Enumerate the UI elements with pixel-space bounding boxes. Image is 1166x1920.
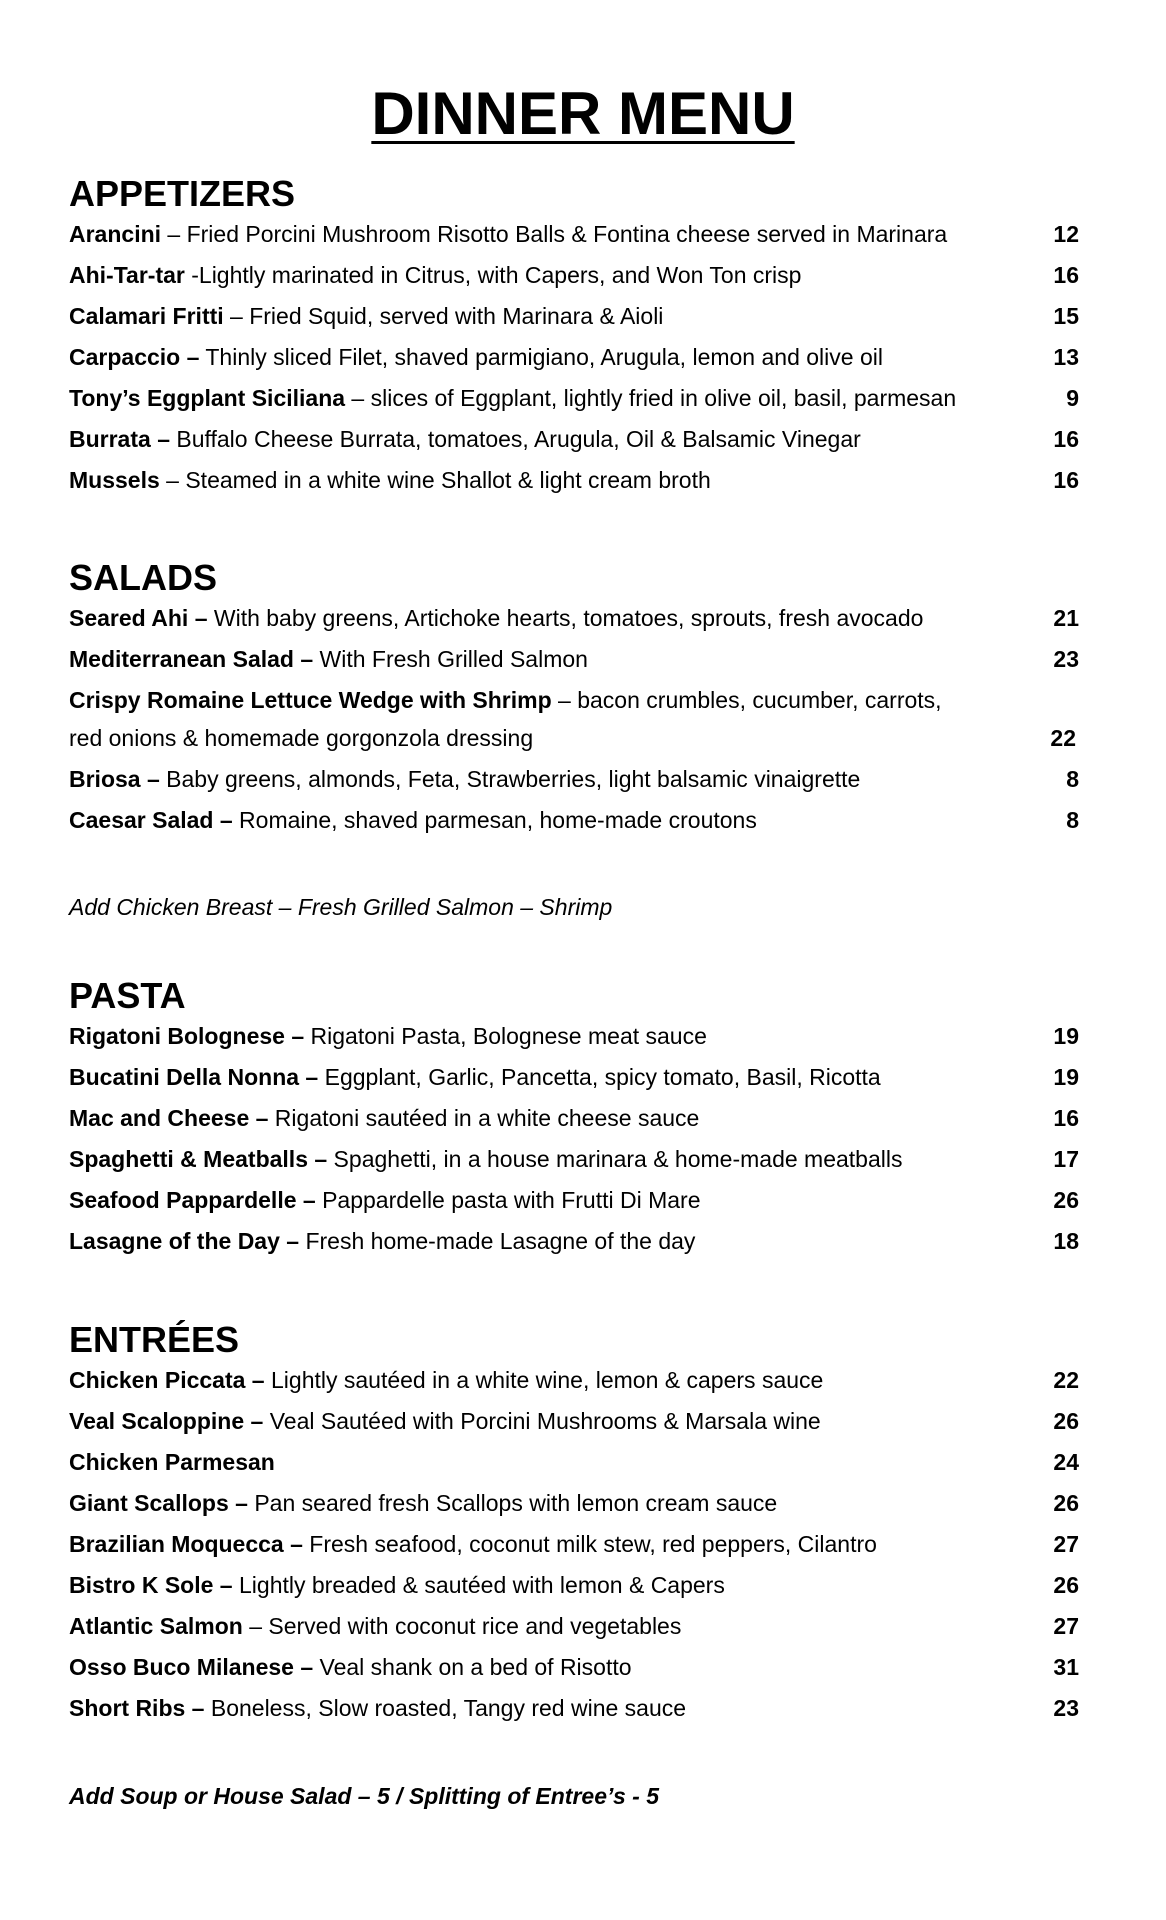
item-description: red onions & homemade gorgonzola dressing [69, 725, 534, 751]
appetizers-section [69, 172, 1079, 507]
item-name: Brazilian Moquecca – [69, 1531, 303, 1557]
menu-item [69, 384, 1079, 425]
item-price: 22 [1050, 725, 1076, 751]
item-name: Lasagne of the Day – [69, 1228, 300, 1254]
page-title: DINNER MENU [371, 80, 795, 147]
section-heading-salads: SALADS [69, 557, 218, 598]
item-name: Spaghetti & Meatballs – [69, 1146, 328, 1172]
menu-item [69, 1571, 1079, 1612]
section-heading-appetizers: APPETIZERS [69, 173, 296, 214]
item-description: -Lightly marinated in Citrus, with Capers, and Won Ton crisp [184, 262, 802, 288]
item-price: 23 [1053, 1695, 1079, 1721]
menu-item [69, 765, 1079, 806]
item-name: Chicken Piccata – [69, 1367, 265, 1393]
item-price: 19 [1053, 1064, 1079, 1090]
item-name: Briosa – [69, 766, 160, 792]
item-price: 26 [1053, 1490, 1079, 1516]
item-name: Burrata – [69, 426, 170, 452]
item-name: Arancini [69, 221, 162, 247]
item-description: – slices of Eggplant, lightly fried in olive oil, basil, parmesan [345, 385, 957, 411]
item-description: Romaine, shaved parmesan, home-made croutons [232, 807, 757, 833]
item-name: Rigatoni Bolognese – [69, 1023, 305, 1049]
item-description: Buffalo Cheese Burrata, tomatoes, Arugula, Oil & Balsamic Vinegar [169, 426, 861, 452]
item-name: Osso Buco Milanese – [69, 1654, 314, 1680]
item-price: 16 [1053, 426, 1079, 452]
item-price: 16 [1053, 1105, 1079, 1131]
item-price: 8 [1066, 766, 1079, 792]
item-name: Veal Scaloppine – [69, 1408, 264, 1434]
menu-item [69, 1022, 1079, 1063]
item-name: Seared Ahi – [69, 605, 208, 631]
pasta-section [69, 974, 1079, 1268]
menu-item [69, 1186, 1079, 1227]
salads-section [69, 556, 1079, 847]
menu-item [69, 1104, 1079, 1145]
menu-item [69, 1653, 1079, 1694]
item-description: With baby greens, Artichoke hearts, tomatoes, sprouts, fresh avocado [207, 605, 924, 631]
item-price: 15 [1053, 303, 1079, 329]
menu-item [69, 1530, 1079, 1571]
item-name: Ahi-Tar-tar [69, 262, 185, 288]
menu-item [69, 220, 1079, 261]
item-name: Tony’s Eggplant Siciliana [69, 385, 346, 411]
item-price: 16 [1053, 467, 1079, 493]
menu-item [69, 343, 1079, 384]
item-price: 19 [1053, 1023, 1079, 1049]
item-price: 27 [1053, 1531, 1079, 1557]
entree-addon-note: Add Soup or House Salad – 5 / Splitting of Entree’s - 5 [69, 1783, 659, 1809]
item-price: 17 [1053, 1146, 1079, 1172]
item-name: Mediterranean Salad – [69, 646, 314, 672]
menu-item [69, 1694, 1079, 1735]
item-name: Giant Scallops – [69, 1490, 248, 1516]
item-description: Boneless, Slow roasted, Tangy red wine sauce [204, 1695, 687, 1721]
item-description: Lightly sautéed in a white wine, lemon & capers sauce [264, 1367, 824, 1393]
item-description: Veal Sautéed with Porcini Mushrooms & Marsala wine [263, 1408, 821, 1434]
item-name: Caesar Salad – [69, 807, 233, 833]
item-name: Mac and Cheese – [69, 1105, 269, 1131]
item-price: 22 [1053, 1367, 1079, 1393]
menu-item [69, 645, 1079, 686]
item-price: 8 [1066, 807, 1079, 833]
item-name: Short Ribs – [69, 1695, 205, 1721]
menu-item [69, 1227, 1079, 1268]
item-price: 21 [1053, 605, 1079, 631]
item-description: – Steamed in a white wine Shallot & light cream broth [159, 467, 711, 493]
item-name: Atlantic Salmon [69, 1613, 243, 1639]
item-price: 18 [1053, 1228, 1079, 1254]
menu-item [69, 1366, 1079, 1407]
item-description: Thinly sliced Filet, shaved parmigiano, Arugula, lemon and olive oil [199, 344, 883, 370]
item-price: 13 [1053, 344, 1079, 370]
item-description: Pan seared fresh Scallops with lemon cream sauce [247, 1490, 778, 1516]
item-price: 16 [1053, 262, 1079, 288]
menu-item [69, 302, 1079, 343]
item-description: Rigatoni Pasta, Bolognese meat sauce [304, 1023, 707, 1049]
item-price: 12 [1053, 221, 1079, 247]
menu-item [69, 686, 1079, 724]
item-price: 26 [1053, 1572, 1079, 1598]
section-heading-entrees: ENTRÉES [69, 1319, 240, 1360]
menu-item [69, 806, 1079, 847]
item-description: Rigatoni sautéed in a white cheese sauce [268, 1105, 700, 1131]
item-description: Fresh seafood, coconut milk stew, red peppers, Cilantro [302, 1531, 877, 1557]
item-description: – Served with coconut rice and vegetables [242, 1613, 682, 1639]
item-description: Spaghetti, in a house marinara & home-made meatballs [327, 1146, 903, 1172]
item-name: Mussels [69, 467, 160, 493]
item-description: Eggplant, Garlic, Pancetta, spicy tomato, Basil, Ricotta [318, 1064, 881, 1090]
item-name: Bistro K Sole – [69, 1572, 233, 1598]
item-price: 24 [1053, 1449, 1079, 1475]
item-description: – Fried Squid, served with Marinara & Aioli [223, 303, 664, 329]
item-name: Carpaccio – [69, 344, 200, 370]
menu-item [69, 261, 1079, 302]
item-name: Bucatini Della Nonna – [69, 1064, 319, 1090]
item-description: Fresh home-made Lasagne of the day [299, 1228, 696, 1254]
menu-item [69, 1407, 1079, 1448]
menu-item [69, 425, 1079, 466]
item-price: 27 [1053, 1613, 1079, 1639]
item-description: Lightly breaded & sautéed with lemon & Capers [232, 1572, 725, 1598]
item-name: Seafood Pappardelle – [69, 1187, 316, 1213]
menu-item [69, 1063, 1079, 1104]
item-description: With Fresh Grilled Salmon [313, 646, 588, 672]
menu-item [69, 1612, 1079, 1653]
menu-item [69, 1145, 1079, 1186]
item-price: 26 [1053, 1187, 1079, 1213]
item-description: Veal shank on a bed of Risotto [313, 1654, 632, 1680]
item-name: Crispy Romaine Lettuce Wedge with Shrimp [69, 687, 552, 713]
section-heading-pasta: PASTA [69, 975, 186, 1016]
menu-item [69, 1448, 1079, 1489]
menu-item [69, 466, 1079, 507]
item-price: 23 [1053, 646, 1079, 672]
item-price: 9 [1066, 385, 1079, 411]
item-description: Baby greens, almonds, Feta, Strawberries, light balsamic vinaigrette [159, 766, 861, 792]
item-name: Calamari Fritti [69, 303, 224, 329]
item-price: 31 [1053, 1654, 1079, 1680]
salad-addon-note: Add Chicken Breast – Fresh Grilled Salmon – Shrimp [69, 894, 613, 920]
menu-item-continuation [69, 724, 1079, 765]
item-description: Pappardelle pasta with Frutti Di Mare [315, 1187, 701, 1213]
menu-item [69, 604, 1079, 645]
entrees-section [69, 1318, 1079, 1735]
menu-item [69, 1489, 1079, 1530]
item-name: Chicken Parmesan [69, 1449, 275, 1475]
item-description: – bacon crumbles, cucumber, carrots, [551, 687, 942, 713]
item-description: – Fried Porcini Mushroom Risotto Balls & Fontina cheese served in Marinara [161, 221, 948, 247]
item-price: 26 [1053, 1408, 1079, 1434]
